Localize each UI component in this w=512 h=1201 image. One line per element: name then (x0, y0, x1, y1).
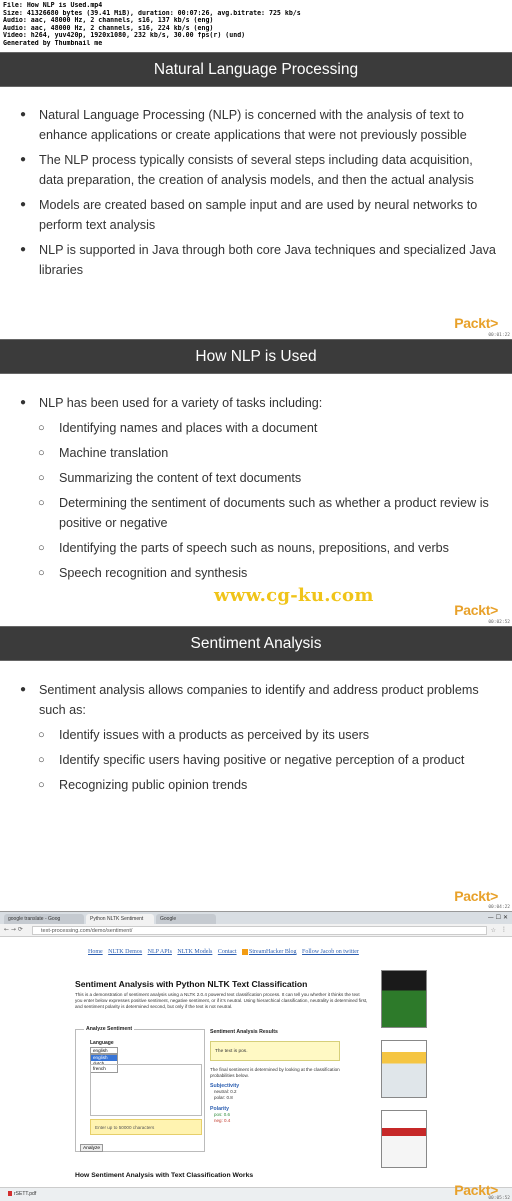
page-title: Sentiment Analysis with Python NLTK Text Classification (75, 979, 308, 989)
character-hint: Enter up to 50000 characters (90, 1119, 202, 1135)
bookmark-star-icon[interactable]: ☆ (490, 927, 496, 934)
form-legend: Analyze Sentiment (86, 1026, 133, 1032)
sub-bullet-item: ○ Determining the sentiment of documents such as whether a product review is positive or negative (0, 493, 512, 533)
bullet-list (0, 680, 512, 795)
address-bar (0, 924, 512, 937)
timestamp: 00:04:22 (488, 905, 510, 910)
slide-nlp (0, 52, 512, 340)
bullet-list (0, 393, 512, 583)
video-metadata (0, 0, 512, 52)
slide-sentiment (0, 626, 512, 912)
bullet-item: ● Models are created based on sample input and are used by neural networks to perform text analysis (0, 195, 512, 235)
packt-logo: Packt> (454, 315, 498, 331)
meta-line: File: How NLP is Used.mp4 (3, 2, 103, 9)
packt-logo: Packt> (454, 888, 498, 904)
timestamp: 00:05:52 (488, 1196, 510, 1201)
meta-line: Size: 41326680 bytes (39.41 MiB), duration: 00:07:26, avg.bitrate: 725 kb/s (3, 9, 301, 17)
nav-link-nlp-apis[interactable]: NLP APIs (147, 949, 172, 956)
bullet-item: ● NLP is supported in Java through both core Java techniques and specialized Java libraries (0, 240, 512, 280)
intro-text: This is a demonstration of sentiment analysis using a NLTK 2.0.4 powered text classification process. It can tell you whether it thinks the text you enter below expresses positive sentiment, negative sentiment, or if it's neutral. Using hierarchical classification, neutrality is determined first, and sentiment polarity is determined second, but only if the text is not neutral. (75, 992, 368, 1009)
subjectivity-neutral: neutral: 0.2 (214, 1089, 237, 1094)
tab-nltk-sentiment[interactable]: Python NLTK Sentiment (86, 914, 154, 924)
download-bar (0, 1187, 512, 1201)
book-cover-image[interactable] (381, 1110, 427, 1168)
sub-bullet-item: ○ Summarizing the content of text documents (0, 468, 512, 488)
analyze-form (75, 1026, 205, 1152)
sub-bullet-item: ○ Machine translation (0, 443, 512, 463)
download-file[interactable]: rSETT.pdf (8, 1191, 36, 1197)
polarity-neg: neg: 0.4 (214, 1118, 231, 1123)
slide-title: Sentiment Analysis (0, 626, 512, 661)
menu-icon[interactable]: ⋮ (501, 926, 507, 933)
sub-bullet-item: ○ Speech recognition and synthesis (0, 563, 512, 583)
section-heading: How Sentiment Analysis with Text Classification Works (75, 1172, 254, 1179)
timestamp: 00:01:22 (488, 333, 510, 338)
sub-bullet-item: ○ Identifying the parts of speech such as nouns, prepositions, and verbs (0, 538, 512, 558)
meta-line: Audio: aac, 48000 Hz, 2 channels, s16, 137 kb/s (eng) (3, 17, 214, 24)
timestamp: 00:02:52 (488, 620, 510, 625)
slide-title: How NLP is Used (0, 339, 512, 374)
site-nav (88, 949, 363, 955)
results-verdict: The text is pos. (210, 1041, 340, 1061)
language-select[interactable]: english (90, 1047, 118, 1054)
polarity-pos: pos: 0.6 (214, 1112, 231, 1117)
language-label: Language (90, 1040, 114, 1046)
tab-google[interactable]: Google (156, 914, 216, 924)
sub-bullet-item: ○ Identify specific users having positive or negative perception of a product (0, 750, 512, 770)
language-option[interactable]: french (93, 1066, 106, 1071)
url-input[interactable]: text-processing.com/demo/sentiment/ (32, 926, 487, 935)
nav-link-twitter[interactable]: Follow Jacob on twitter (302, 949, 359, 956)
book-cover-image[interactable] (381, 970, 427, 1028)
packt-logo: Packt> (454, 1182, 498, 1198)
slide-title: Natural Language Processing (0, 52, 512, 87)
subjectivity-label: Subjectivity (210, 1083, 240, 1089)
bullet-item: ● NLP has been used for a variety of tasks including: (0, 393, 512, 413)
tab-strip (0, 912, 512, 924)
analyze-button[interactable]: Analyze (80, 1144, 103, 1152)
packt-logo: Packt> (454, 602, 498, 618)
book-cover-image[interactable] (381, 1040, 427, 1098)
nav-link-blog[interactable]: StreamHacker Blog (249, 949, 297, 956)
browser-window (0, 911, 512, 1201)
rss-icon (242, 949, 248, 955)
polarity-label: Polarity (210, 1106, 230, 1112)
nav-link-nltk-demos[interactable]: NLTK Demos (108, 949, 143, 956)
tab-google-translate[interactable]: google translate - Goog (4, 914, 84, 924)
subjectivity-polar: polar: 0.8 (214, 1095, 233, 1100)
meta-line: Audio: aac, 48000 Hz, 2 channels, s16, 224 kb/s (eng) (3, 24, 214, 32)
bullet-list (0, 105, 512, 280)
window-controls-icon[interactable]: — ☐ ✕ (487, 914, 508, 921)
sub-bullet-item: ○ Recognizing public opinion trends (0, 775, 512, 795)
meta-line: Generated by Thumbnail me (3, 39, 103, 47)
results-panel (210, 1029, 370, 1124)
results-heading: Sentiment Analysis Results (210, 1029, 278, 1035)
meta-line: Video: h264, yuv420p, 1920x1080, 232 kb/s, 30.00 fps(r) (und) (3, 32, 246, 39)
nav-link-contact[interactable]: Contact (217, 949, 237, 956)
nav-arrows-icon[interactable]: ← → ⟳ (4, 926, 23, 933)
sub-bullet-item: ○ Identifying names and places with a document (0, 418, 512, 438)
slide-how-nlp (0, 339, 512, 627)
sub-bullet-item: ○ Identify issues with a products as perceived by its users (0, 725, 512, 745)
bullet-item: ● Natural Language Processing (NLP) is concerned with the analysis of text to enhance applications or create applications that were not previously possible (0, 105, 512, 145)
text-input[interactable] (90, 1064, 202, 1116)
nav-link-nltk-models[interactable]: NLTK Models (177, 949, 213, 956)
language-option[interactable]: english (91, 1055, 117, 1061)
watermark: www.cg-ku.com (214, 585, 374, 606)
nav-link-home[interactable]: Home (88, 949, 103, 956)
bullet-item: ● Sentiment analysis allows companies to identify and address product problems such as: (0, 680, 512, 720)
results-explanation: The final sentiment is determined by looking at the classification probabilities below. (210, 1067, 340, 1078)
book-ads (381, 970, 427, 1180)
language-option[interactable]: dutch (93, 1060, 105, 1066)
bullet-item: ● The NLP process typically consists of several steps including data acquisition, data preparation, the creation of analysis models, and then the actual analysis (0, 150, 512, 190)
